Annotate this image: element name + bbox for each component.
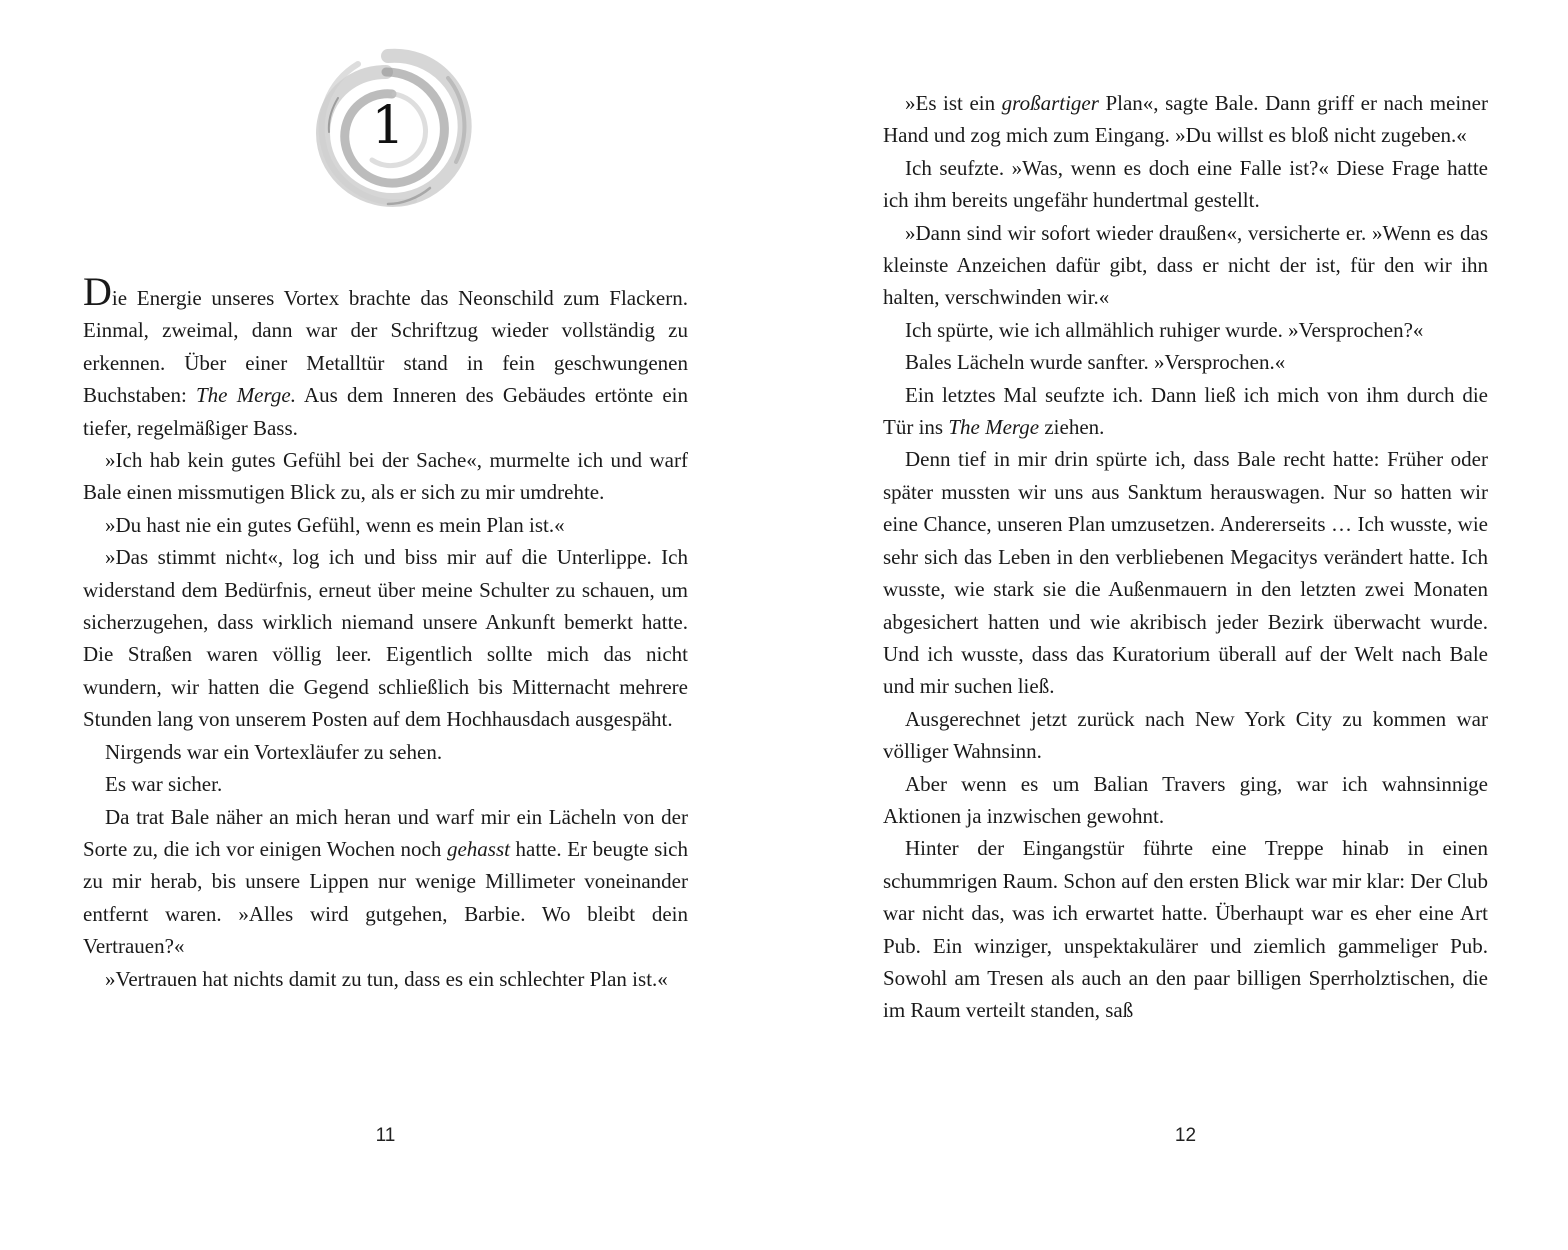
page-number-right: 12 <box>1174 1125 1197 1146</box>
paragraph: Ich spürte, wie ich allmählich ruhiger wurde. »Versprochen?« <box>905 317 1424 342</box>
paragraph <box>883 87 1488 152</box>
chapter-number: 1 <box>371 96 405 156</box>
italic-text: gehasst <box>446 836 510 861</box>
italic-text: The Merge. <box>196 383 296 408</box>
right-page <box>883 0 1488 1250</box>
chapter-emblem <box>298 38 478 218</box>
paragraph <box>83 801 688 963</box>
right-text-block <box>883 87 1488 1027</box>
paragraph-text: hatte. Er beugte sich zu mir herab, bis unsere Lippen nur wenige Millimeter voneinander entfernt waren. »Alles wird gutgehen, Barbie. Wo bleibt dein Vertrauen?« <box>83 836 688 959</box>
paragraph: Es war sicher. <box>105 772 223 797</box>
paragraph: Ausgerechnet jetzt zurück nach New York City zu kommen war völliger Wahnsinn. <box>883 706 1488 764</box>
paragraph: »Ich hab kein gutes Gefühl bei der Sache«, murmelte ich und warf Bale einen missmutigen Blick zu, als er sich zu mir umdrehte. <box>83 448 688 505</box>
left-text-block <box>83 269 688 995</box>
paragraph: »Das stimmt nicht«, log ich und biss mir auf die Unterlippe. Ich widerstand dem Bedürfnis, erneut über meine Schulter zu schauen, um sicherzugehen, dass wirklich niemand unsere Ankunft bemerkt hatte. Die Straßen waren völlig leer. Eigentlich sollte mich das nicht wundern, wir hatten die Gegend schließlich bis Mitternacht mehrere Stunden lang von unserem Posten auf dem Hochhausdach ausgespäht. <box>83 545 688 732</box>
paragraph: Bales Lächeln wurde sanfter. »Versprochen.« <box>905 350 1286 375</box>
paragraph-text: »Es ist ein <box>905 91 1002 115</box>
italic-text: großartiger <box>1001 91 1099 115</box>
italic-text: The Merge <box>948 415 1040 440</box>
left-page <box>83 0 688 1250</box>
paragraph-text: Aus dem Inneren des Gebäudes ertönte ein tiefer, regelmäßiger Bass. <box>83 383 688 440</box>
paragraph: Hinter der Eingangstür führte eine Treppe hinab in einen schummrigen Raum. Schon auf den ersten Blick war mir klar: Der Club war nicht das, was ich erwartet hatte. Überhaupt war es eher eine Art Pub. Ein winziger, unspektakulärer und ziemlich gammeliger Pub. Sowohl am Tresen als auch an den paar billigen Sperrholztischen, die im Raum verteilt standen, saß <box>883 836 1488 1023</box>
paragraph: Aber wenn es um Balian Travers ging, war ich wahnsinnige Aktionen ja inzwischen gewohnt. <box>883 771 1488 828</box>
paragraph: Denn tief in mir drin spürte ich, dass Bale recht hatte: Früher oder später mussten wir uns aus Sanktum herauswagen. Nur so hatten wir eine Chance, unseren Plan umzusetzen. Andererseits … Ich wusste, wie sehr sich das Leben in den verbliebenen Megacitys verändert hatte. Ich wusste, wie stark sie die Außenmauern in den letzten zwei Monaten abgesichert hatten und wie akribisch jeder Bezirk überwacht wurde. Und ich wusste, dass das Kuratorium überall auf der Welt nach Bale und mir suchen ließ. <box>883 447 1488 699</box>
page-number-left: 11 <box>375 1125 396 1146</box>
paragraph <box>883 379 1488 444</box>
paragraph-text: Da trat Bale näher an mich heran und warf mir ein Lächeln von der Sorte zu, die ich vor einigen Wochen noch <box>83 804 688 861</box>
paragraph-text: Ein letztes Mal seufzte ich. Dann ließ ich mich von ihm durch die Tür ins <box>883 382 1488 440</box>
paragraph: »Dann sind wir sofort wieder draußen«, versicherte er. »Wenn es das kleinste Anzeichen dafür gibt, dass er nicht der ist, für den wir ihn halten, verschwinden wir.« <box>883 220 1488 310</box>
paragraph: »Du hast nie ein gutes Gefühl, wenn es mein Plan ist.« <box>105 512 565 537</box>
paragraph: Nirgends war ein Vortexläufer zu sehen. <box>105 739 443 764</box>
paragraph: Ich seufzte. »Was, wenn es doch eine Falle ist?« Diese Frage hatte ich ihm bereits ungefähr hundertmal gestellt. <box>883 155 1488 213</box>
drop-cap: D <box>83 269 112 314</box>
paragraph-text: Plan«, sagte Bale. Dann griff er nach meiner Hand und zog mich zum Eingang. »Du willst es bloß nicht zugeben.« <box>883 91 1488 148</box>
paragraph: »Vertrauen hat nichts damit zu tun, dass es ein schlechter Plan ist.« <box>105 966 668 991</box>
paragraph-text: ie Energie unseres Vortex brachte das Neonschild zum Flackern. Einmal, zweimal, dann war der Schriftzug wieder vollständig zu erkennen. Über einer Metalltür stand in fein geschwungenen Buchstaben: <box>83 286 688 408</box>
paragraph-text: ziehen. <box>1039 415 1105 440</box>
paragraph <box>83 269 688 444</box>
